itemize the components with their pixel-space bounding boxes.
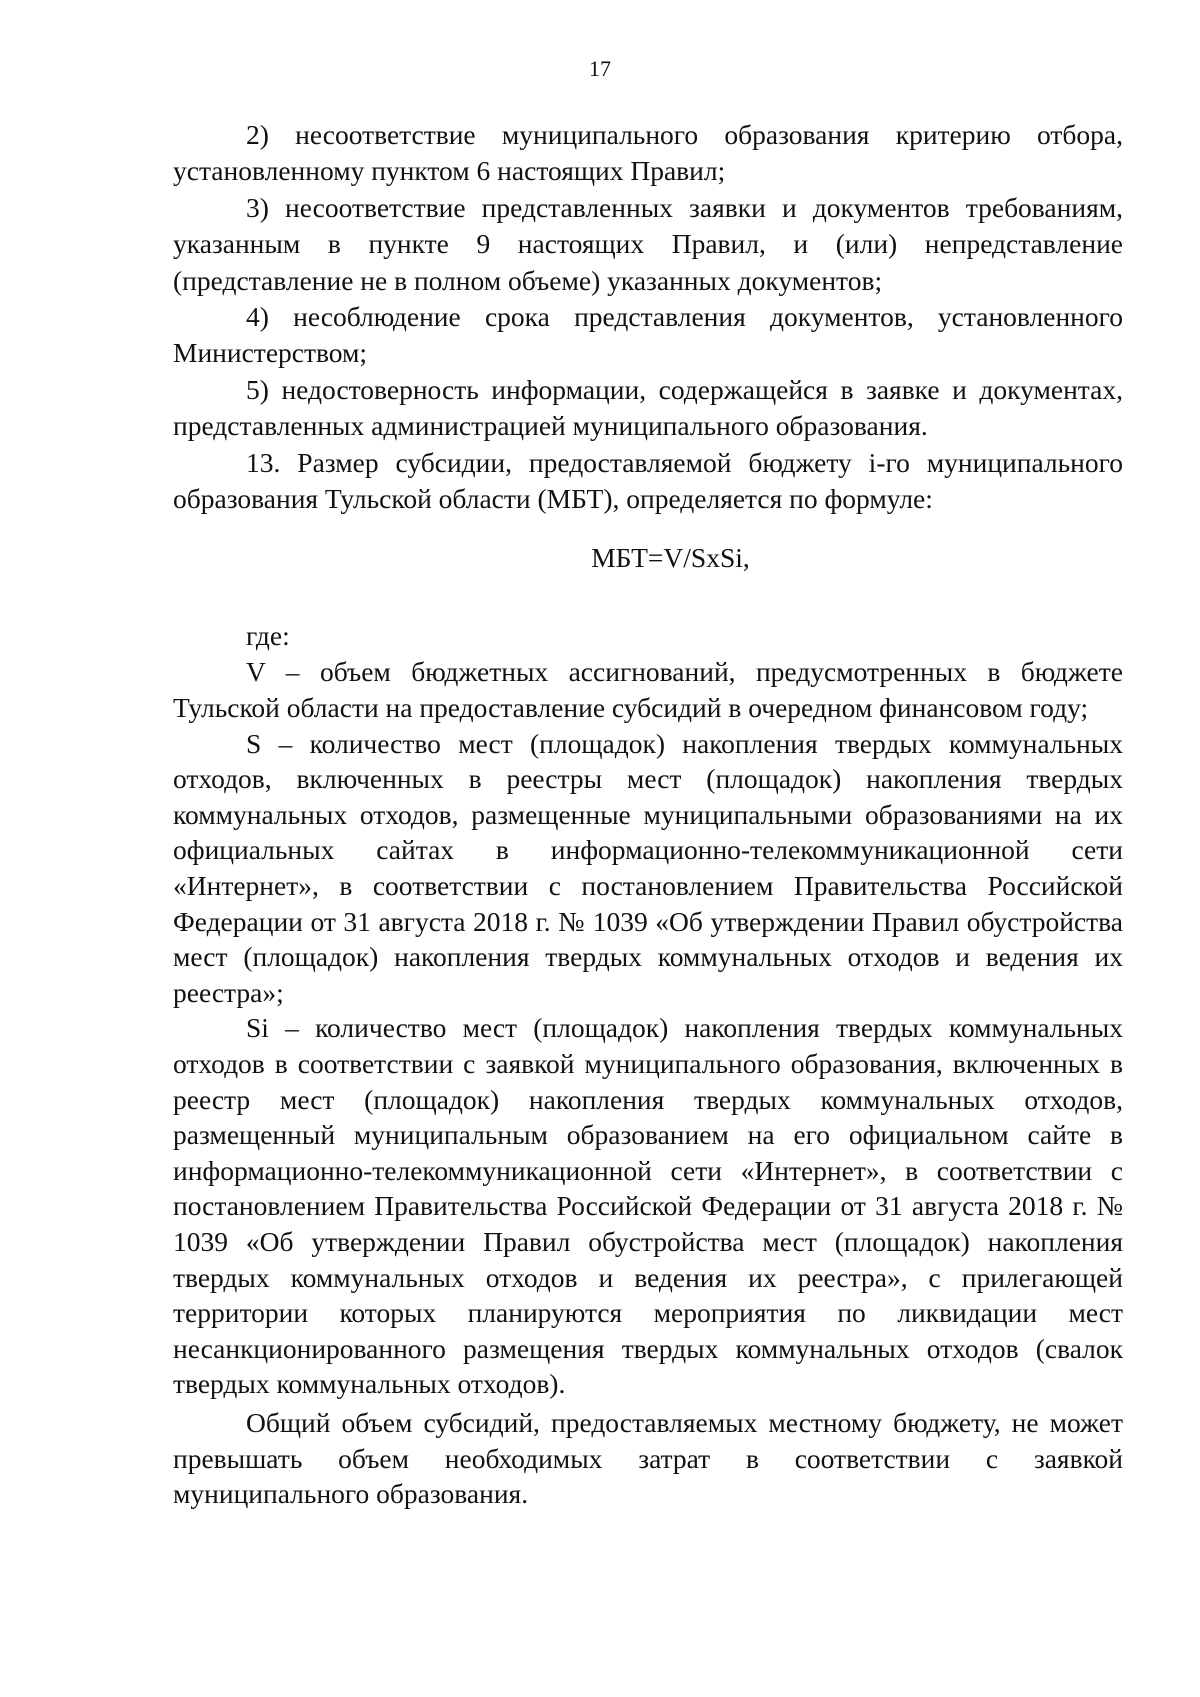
closing-paragraph: Общий объем субсидий, предоставляемых местному бюджету, не может превышать объем необходимых затрат в соответствии с заявкой муниципального образования.: [173, 1406, 1123, 1510]
paragraph-item-3: 3) несоответствие представленных заявки и документов требованиям, указанным в пункте 9 настоящих Правил, и (или) непредставление (представление не в полном объеме) указанных документов;: [173, 191, 1123, 296]
subsidy-formula: МБТ=V/SxSi,: [591, 542, 750, 574]
definition-v: V – объем бюджетных ассигнований, предусмотренных в бюджете Тульской области на предоставление субсидий в очередном финансовом году;: [173, 656, 1123, 724]
document-body: [173, 117, 1123, 1512]
paragraph-item-2: 2) несоответствие муниципального образования критерию отбора, установленному пунктом 6 настоящих Правил;: [173, 119, 1123, 187]
paragraph-item-4: 4) несоблюдение срока представления документов, установленного Министерством;: [173, 301, 1123, 369]
page-number: 17: [589, 56, 611, 81]
definition-si: Si – количество мест (площадок) накопления твердых коммунальных отходов в соответствии с заявкой муниципального образования, включенных в реестр мест (площадок) накопления твердых коммунальных отходов, размещенный муниципальным образованием на его официальном сайте в информационно-телекоммуникационной сети «Интернет», в соответствии с постановлением Правительства Российской Федерации от 31 августа 2018 г. № 1039 «Об утверждении Правил обустройства мест (площадок) накопления твердых коммунальных отходов и ведения их реестра», с прилегающей территории которых планируются мероприятия по ликвидации мест несанкционированного размещения твердых коммунальных отходов (свалок твердых коммунальных отходов).: [173, 1012, 1123, 1400]
paragraph-section-13: 13. Размер субсидии, предоставляемой бюджету i-го муниципального образования Тульской области (МБТ), определяется по формуле:: [173, 446, 1123, 515]
where-label: где:: [246, 620, 290, 652]
definition-s: S – количество мест (площадок) накопления твердых коммунальных отходов, включенных в реестры мест (площадок) накопления твердых коммунальных отходов, размещенные муниципальными образованиями на их официальных сайтах в информационно-телекоммуникационной сети «Интернет», в соответствии с постановлением Правительства Российской Федерации от 31 августа 2018 г. № 1039 «Об утверждении Правил обустройства мест (площадок) накопления твердых коммунальных отходов и ведения их реестра»;: [173, 727, 1123, 1008]
paragraph-item-5: 5) недостоверность информации, содержащейся в заявке и документах, представленных администрацией муниципального образования.: [173, 373, 1123, 442]
